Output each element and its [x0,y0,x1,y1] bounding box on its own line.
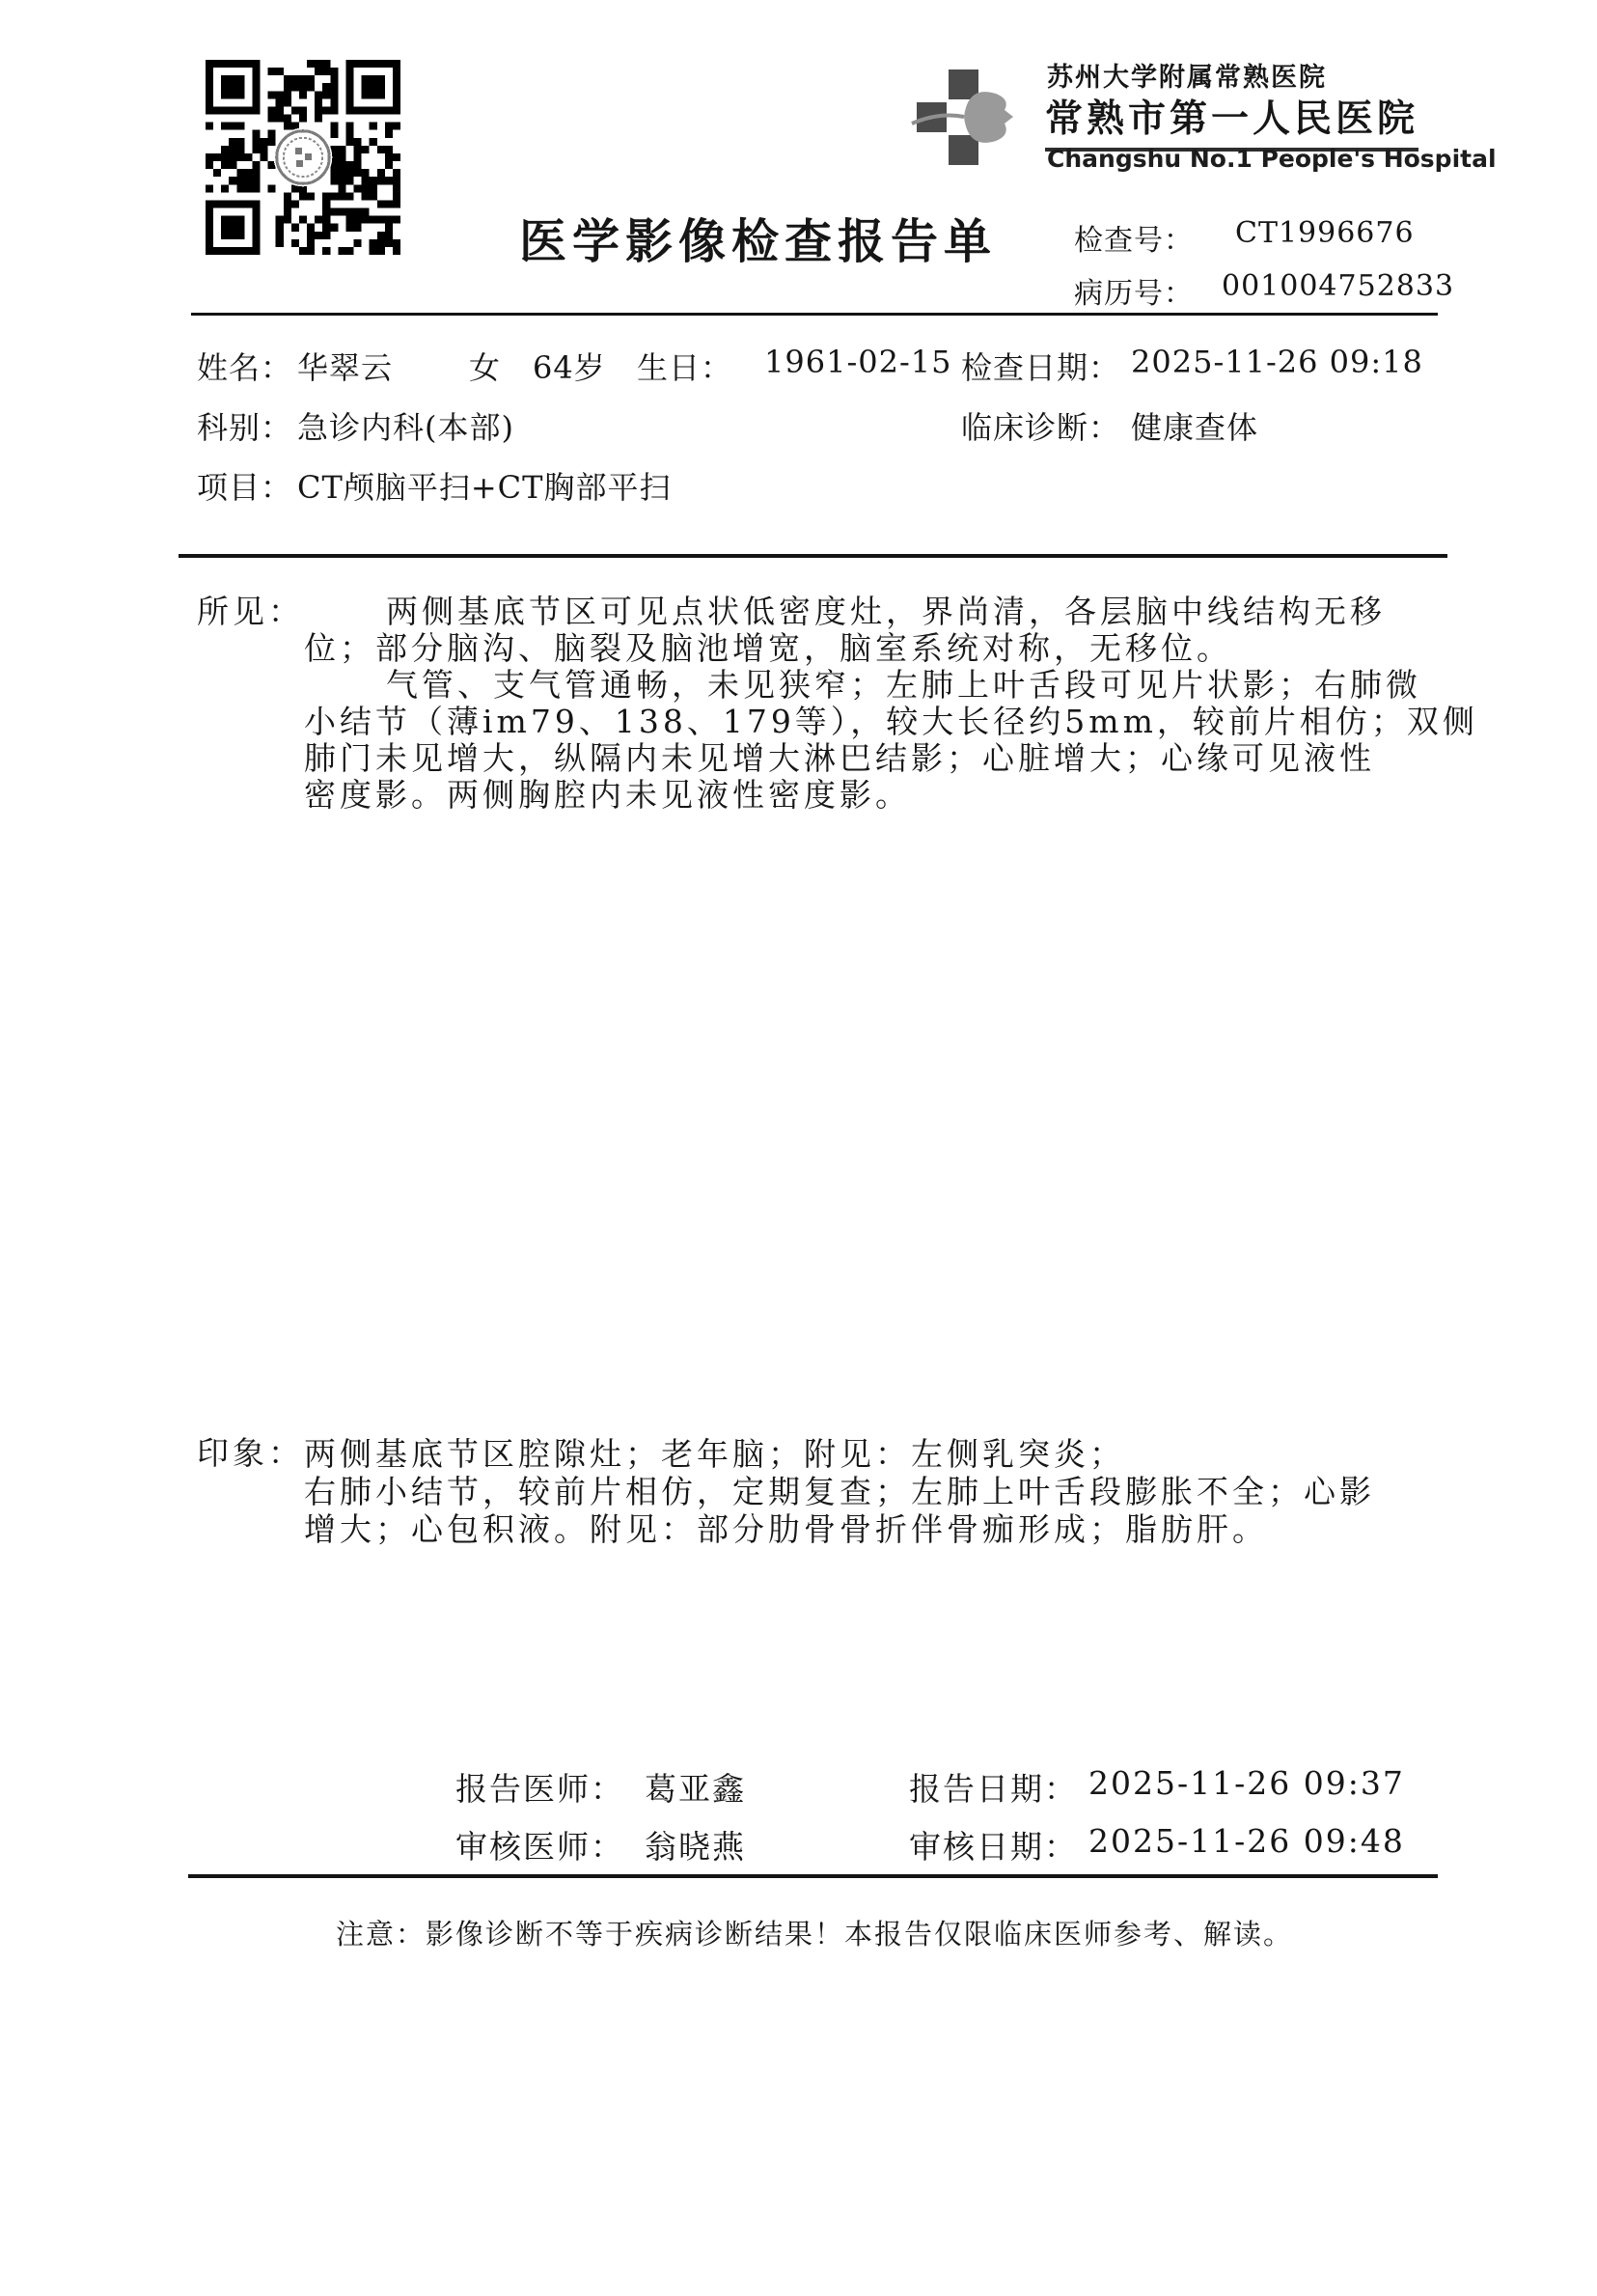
exam-no-value: CT1996676 [1235,216,1415,250]
patient-name-label: 姓名： [197,349,293,386]
header-divider [191,313,1438,316]
findings-line: 密度影。两侧胸腔内未见液性密度影。 [304,776,911,814]
findings-line: 位；部分脑沟、脑裂及脑池增宽，脑室系统对称，无移位。 [304,629,1232,667]
findings-line: 小结节（薄im79、138、179等），较大长径约5mm，较前片相仿；双侧 [304,703,1478,740]
findings-label: 所见： [197,593,304,630]
findings-line: 气管、支气管通畅，未见狭窄；左肺上叶舌段可见片状影；右肺微 [386,666,1421,704]
qr-code-icon [206,60,400,255]
hospital-name-en: Changshu No.1 People's Hospital [1047,145,1497,173]
findings-line: 肺门未见增大，纵隔内未见增大淋巴结影；心脏增大；心缘可见液性 [304,739,1375,777]
report-date-label: 报告日期： [909,1770,1078,1808]
impression-line: 增大；心包积液。附见：部分肋骨骨折伴骨痂形成；脂肪肝。 [304,1510,1268,1548]
birth-label: 生日： [637,349,733,386]
hospital-affiliation: 苏州大学附属常熟医院 [1047,63,1327,93]
review-date: 2025-11-26 09:48 [1088,1822,1405,1860]
record-no-value: 001004752833 [1222,269,1455,303]
birth-date: 1961-02-15 [764,344,952,380]
patient-age: 64岁 [533,349,606,386]
findings-text [304,594,1478,814]
clinical-diag-label: 临床诊断： [961,409,1121,446]
clinical-diag: 健康查体 [1131,409,1259,446]
info-divider [179,554,1447,558]
exam-date-label: 检查日期： [961,349,1121,386]
impression-line: 两侧基底节区腔隙灶；老年脑；附见：左侧乳突炎； [304,1435,1125,1473]
impression-line: 右肺小结节，较前片相仿，定期复查；左肺上叶舌段膨胀不全；心影 [304,1473,1375,1510]
dept-label: 科别： [197,409,293,446]
record-no-label: 病历号： [1074,277,1194,311]
review-doctor: 翁晓燕 [645,1828,746,1866]
impression-text [304,1435,1375,1548]
patient-gender: 女 [469,349,502,386]
item-label: 项目： [197,469,293,506]
exam-no-label: 检查号： [1074,224,1194,258]
report-title: 医学影像检查报告单 [519,213,998,269]
report-date: 2025-11-26 09:37 [1088,1764,1405,1802]
impression-label: 印象： [197,1434,304,1472]
hospital-name-cn: 常熟市第一人民医院 [1045,89,1418,152]
report-doctor: 葛亚鑫 [645,1770,746,1808]
footer-note: 注意：影像诊断不等于疾病诊断结果！本报告仅限临床医师参考、解读。 [335,1918,1293,1950]
exam-date: 2025-11-26 09:18 [1131,344,1423,380]
report-doctor-label: 报告医师： [455,1770,624,1808]
patient-name: 华翠云 [297,349,394,386]
review-doctor-label: 审核医师： [455,1828,624,1866]
hospital-logo-ginkgo-icon [910,64,1020,172]
dept-value: 急诊内科(本部) [297,409,514,446]
footer-divider [188,1874,1438,1878]
review-date-label: 审核日期： [909,1828,1078,1866]
findings-line: 两侧基底节区可见点状低密度灶，界尚清，各层脑中线结构无移 [386,593,1386,630]
item-value: CT颅脑平扫+CT胸部平扫 [297,469,672,506]
